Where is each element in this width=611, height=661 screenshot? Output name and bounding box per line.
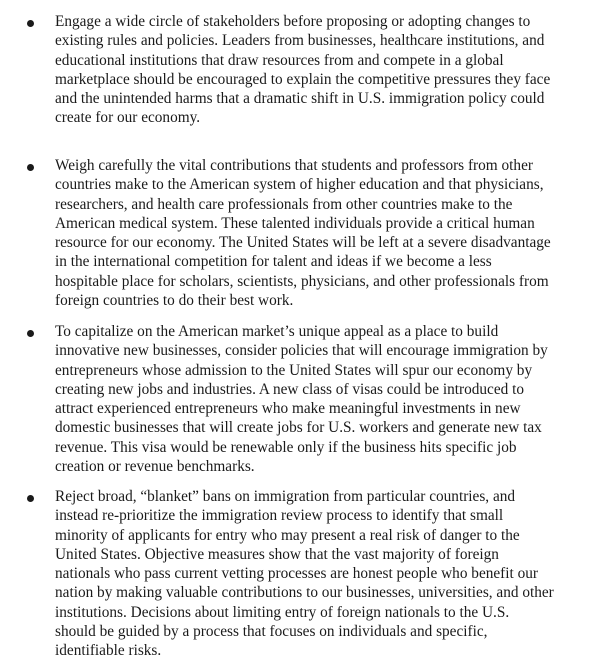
text-line: Engage a wide circle of stakeholders before proposing or adopting changes to bbox=[55, 13, 531, 30]
paragraph bbox=[55, 12, 600, 128]
text-line: Reject broad, “blanket” bans on immigration from particular countries, and bbox=[55, 488, 516, 505]
text-line: nation by making valuable contributions to our businesses, universities, and other bbox=[55, 584, 554, 602]
text-line: revenue. This visa would be renewable only if the business hits specific job bbox=[55, 438, 517, 456]
text-line: instead re-prioritize the immigration review process to identify that small bbox=[55, 507, 504, 525]
bullet-icon bbox=[27, 20, 34, 27]
text-line: minority of applicants for entry who may present a real risk of danger to the bbox=[55, 526, 520, 544]
text-line: resource for our economy. The United States will be left at a severe disadvantage bbox=[55, 234, 551, 252]
text-line: marketplace should be encouraged to explain the competitive pressures they face bbox=[55, 70, 551, 88]
text-line: hospitable place for scholars, scientists, physicians, and other professionals from bbox=[55, 272, 549, 290]
bullet-icon bbox=[27, 330, 34, 337]
text-line: educational institutions that draw resources from and compete in a global bbox=[55, 51, 504, 69]
text-line: nationals who pass current vetting processes are honest people who benefit our bbox=[55, 565, 538, 583]
bullet-icon bbox=[27, 495, 34, 502]
text-line: create for our economy. bbox=[55, 109, 201, 127]
text-line: creation or revenue benchmarks. bbox=[55, 458, 255, 476]
text-line: foreign countries to do their best work. bbox=[55, 292, 294, 310]
text-line: researchers, and health care professionals from other countries make to the bbox=[55, 195, 513, 213]
text-line: United States. Objective measures show that the vast majority of foreign bbox=[55, 545, 499, 563]
text-line: countries make to the American system of higher education and that physicians, bbox=[55, 176, 544, 194]
bullet-icon bbox=[27, 164, 34, 171]
paragraph bbox=[55, 322, 600, 476]
text-line: creating new jobs and industries. A new class of visas could be introduced to bbox=[55, 380, 525, 398]
text-line: To capitalize on the American market’s unique appeal as a place to build bbox=[55, 323, 499, 340]
text-line: identifiable risks. bbox=[55, 642, 162, 660]
text-line: and the unintended harms that a dramatic shift in U.S. immigration policy could bbox=[55, 90, 545, 108]
text-line: existing rules and policies. Leaders from businesses, healthcare institutions, and bbox=[55, 32, 545, 50]
paragraph bbox=[55, 487, 600, 661]
text-line: entrepreneurs whose admission to the United States will spur our economy by bbox=[55, 361, 533, 379]
text-line: American medical system. These talented individuals provide a critical human bbox=[55, 214, 535, 232]
text-line: attract experienced entrepreneurs who make meaningful investments in new bbox=[55, 400, 521, 418]
text-line: Weigh carefully the vital contributions that students and professors from other bbox=[55, 157, 533, 174]
text-line: innovative new businesses, consider policies that will encourage immigration by bbox=[55, 342, 548, 360]
text-line: in the international competition for talent and ideas if we become a less bbox=[55, 253, 492, 271]
paragraph bbox=[55, 156, 600, 310]
text-line: domestic businesses that will create jobs for U.S. workers and generate new tax bbox=[55, 419, 542, 437]
text-line: should be guided by a process that focuses on individuals and specific, bbox=[55, 623, 488, 641]
text-line: institutions. Decisions about limiting entry of foreign nationals to the U.S. bbox=[55, 603, 510, 621]
